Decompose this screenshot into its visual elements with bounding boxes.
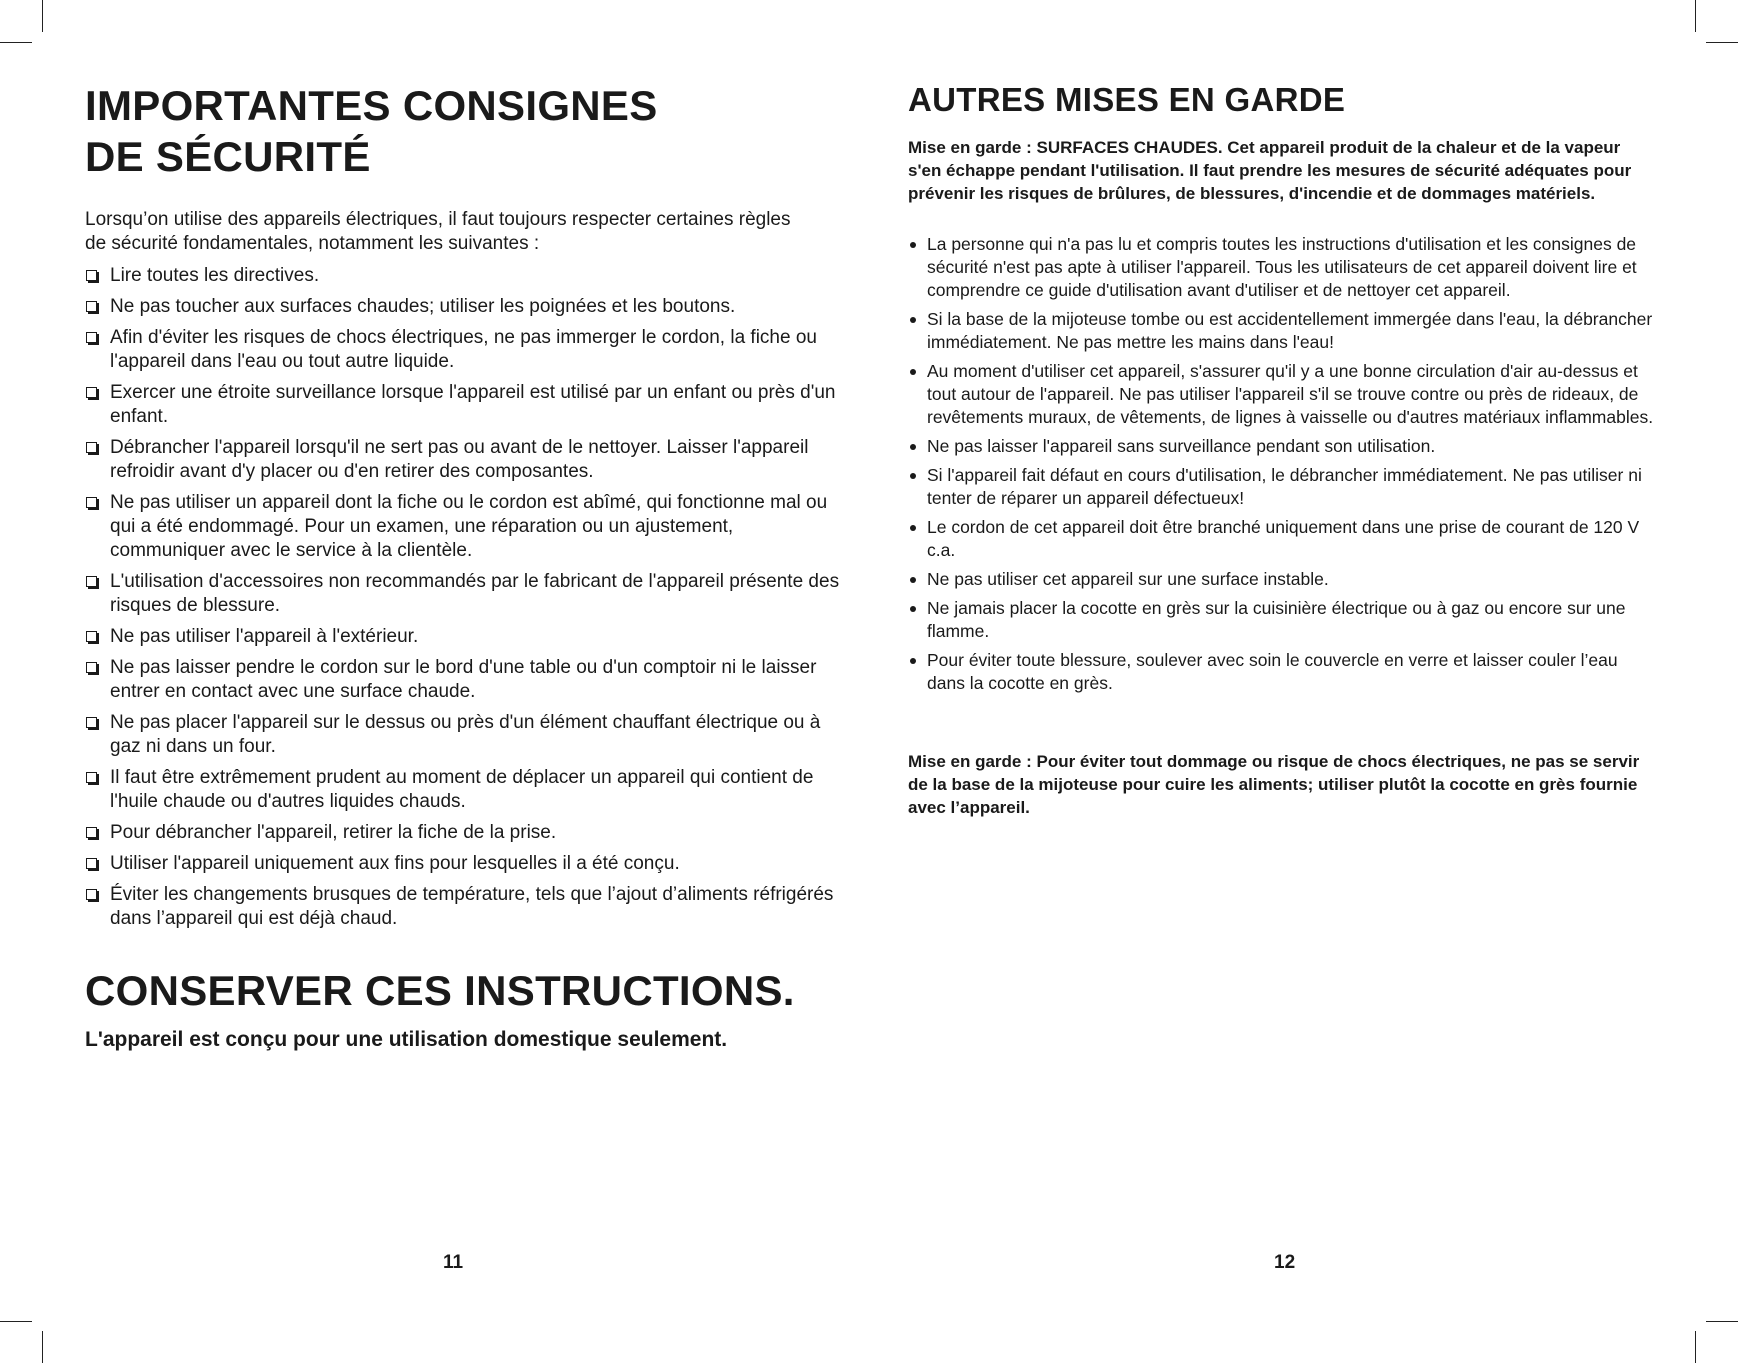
checklist-item-text: Ne pas laisser pendre le cordon sur le bord d'une table ou d'un comptoir ni le laisser entrer en contact avec une surface chaude. — [110, 657, 817, 702]
bullet-icon — [910, 444, 916, 450]
checklist-item — [85, 821, 845, 845]
checklist-item-text: Lire toutes les directives. — [110, 265, 320, 286]
crop-mark-top-right-h — [1706, 42, 1738, 43]
save-instructions-heading: CONSERVER CES INSTRUCTIONS. — [85, 967, 795, 1014]
checklist-item — [85, 570, 845, 618]
warning-item-text: Le cordon de cet appareil doit être branché uniquement dans une prise de courant de 120 V c.a. — [927, 517, 1640, 560]
checklist-item-text: L'utilisation d'accessoires non recommandés par le fabricant de l'appareil présente des risques de blessure. — [110, 571, 840, 616]
checkbox-icon — [86, 662, 97, 673]
page-number-right: 12 — [1274, 1252, 1296, 1273]
checklist-item-text: Débrancher l'appareil lorsqu'il ne sert pas ou avant de le nettoyer. Laisser l'appareil refroidir avant d'y placer ou d'en retirer des composantes. — [110, 437, 809, 482]
checklist-item-text: Ne pas utiliser l'appareil à l'extérieur. — [110, 626, 419, 647]
checklist-item — [85, 852, 845, 876]
checkbox-icon — [86, 631, 97, 642]
crop-mark-top-left-h — [0, 42, 32, 43]
checklist-item-text: Ne pas utiliser un appareil dont la fiche ou le cordon est abîmé, qui fonctionne mal ou qui a été endommagé. Pour un examen, une réparation ou un ajustement, communiquer avec le service à la clientèle. — [110, 492, 828, 561]
crop-mark-top-left-v — [42, 0, 43, 32]
page-title-line: DE SÉCURITÉ — [85, 133, 371, 180]
checklist-item-text: Exercer une étroite surveillance lorsque l'appareil est utilisé par un enfant ou près d'un enfant. — [110, 382, 836, 427]
intro-paragraph: Lorsqu’on utilise des appareils électriques, il faut toujours respecter certaines règles de sécurité fondamentales, notamment les suivantes : — [85, 209, 791, 254]
checklist-item-text: Ne pas toucher aux surfaces chaudes; utiliser les poignées et les boutons. — [110, 296, 736, 317]
warning-item-text: Ne jamais placer la cocotte en grès sur la cuisinière électrique ou à gaz ou encore sur une flamme. — [927, 598, 1626, 641]
checklist-item — [85, 381, 845, 429]
warning-item — [908, 435, 1658, 458]
checklist-item — [85, 491, 845, 563]
bullet-icon — [910, 577, 916, 583]
checklist-item — [85, 766, 845, 814]
warning-item-text: Pour éviter toute blessure, soulever avec soin le couvercle en verre et laisser couler l’eau dans la cocotte en grès. — [927, 650, 1618, 693]
crop-mark-bottom-left-v — [42, 1331, 43, 1363]
checkbox-icon — [86, 576, 97, 587]
checkbox-icon — [86, 772, 97, 783]
checklist-item-text: Ne pas placer l'appareil sur le dessus ou près d'un élément chauffant électrique ou à gaz ni dans un four. — [110, 712, 821, 757]
other-warnings-heading: AUTRES MISES EN GARDE — [908, 81, 1346, 118]
warning-item — [908, 516, 1658, 562]
checklist-item — [85, 711, 845, 759]
electric-shock-warning: Mise en garde : Pour éviter tout dommage ou risque de chocs électriques, ne pas se servir de la base de la mijoteuse pour cuire les aliments; utiliser plutôt la cocotte en grès fournie avec l’appareil. — [908, 752, 1640, 817]
checkbox-icon — [86, 717, 97, 728]
warning-item — [908, 568, 1658, 591]
bullet-icon — [910, 317, 916, 323]
crop-mark-bottom-left-h — [0, 1321, 32, 1322]
checkbox-icon — [86, 270, 97, 281]
crop-mark-bottom-right-h — [1706, 1321, 1738, 1322]
checkbox-icon — [86, 442, 97, 453]
bullet-icon — [910, 606, 916, 612]
checkbox-icon — [86, 858, 97, 869]
safety-checklist — [85, 264, 845, 938]
warning-item-text: Ne pas utiliser cet appareil sur une surface instable. — [927, 569, 1329, 589]
bullet-icon — [910, 242, 916, 248]
checklist-item-text: Afin d'éviter les risques de chocs électriques, ne pas immerger le cordon, la fiche ou l'appareil dans l'eau ou tout autre liquide. — [110, 327, 817, 372]
checklist-item-text: Éviter les changements brusques de température, tels que l’ajout d’aliments réfrigérés dans l’appareil qui est déjà chaud. — [110, 884, 834, 929]
warning-item — [908, 233, 1658, 302]
bullet-icon — [910, 525, 916, 531]
checkbox-icon — [86, 387, 97, 398]
page-title — [85, 80, 658, 182]
warning-item — [908, 360, 1658, 429]
checkbox-icon — [86, 497, 97, 508]
checklist-item — [85, 656, 845, 704]
checklist-item — [85, 436, 845, 484]
warning-item-text: Ne pas laisser l'appareil sans surveillance pendant son utilisation. — [927, 436, 1436, 456]
checkbox-icon — [86, 301, 97, 312]
crop-mark-bottom-right-v — [1695, 1331, 1696, 1363]
crop-mark-top-right-v — [1695, 0, 1696, 32]
checkbox-icon — [86, 827, 97, 838]
hot-surfaces-warning: Mise en garde : SURFACES CHAUDES. Cet appareil produit de la chaleur et de la vapeur s'en échappe pendant l'utilisation. Il faut prendre les mesures de sécurité adéquates pour prévenir les risques de brûlures, de blessures, d'incendie et de dommages matériels. — [908, 138, 1632, 203]
checklist-item-text: Il faut être extrêmement prudent au moment de déplacer un appareil qui contient de l'huile chaude ou d'autres liquides chauds. — [110, 767, 814, 812]
warnings-list — [908, 233, 1658, 701]
domestic-use-note: L'appareil est conçu pour une utilisation domestique seulement. — [85, 1028, 728, 1051]
checklist-item — [85, 295, 845, 319]
checklist-item — [85, 264, 845, 288]
checklist-item — [85, 326, 845, 374]
checklist-item — [85, 883, 845, 931]
warning-item — [908, 649, 1658, 695]
warning-item-text: Si l'appareil fait défaut en cours d'utilisation, le débrancher immédiatement. Ne pas utiliser ni tenter de réparer un appareil défectueux! — [927, 465, 1642, 508]
checkbox-icon — [86, 332, 97, 343]
page-number-left: 11 — [443, 1252, 464, 1273]
checkbox-icon — [86, 889, 97, 900]
bullet-icon — [910, 658, 916, 664]
warning-item — [908, 308, 1658, 354]
page-title-line: IMPORTANTES CONSIGNES — [85, 82, 658, 129]
warning-item-text: Si la base de la mijoteuse tombe ou est accidentellement immergée dans l'eau, la débrancher immédiatement. Ne pas mettre les mains dans l'eau! — [927, 309, 1653, 352]
warning-item — [908, 464, 1658, 510]
bullet-icon — [910, 473, 916, 479]
bullet-icon — [910, 369, 916, 375]
checklist-item — [85, 625, 845, 649]
checklist-item-text: Utiliser l'appareil uniquement aux fins pour lesquelles il a été conçu. — [110, 853, 680, 874]
warning-item-text: Au moment d'utiliser cet appareil, s'assurer qu'il y a une bonne circulation d'air au-dessus et tout autour de l'appareil. Ne pas utiliser l'appareil s'il se trouve contre ou près de rideaux, de revêtements muraux, de vêtements, de lignes à vaisselle ou d'autres matériaux inflammables. — [927, 361, 1654, 427]
checklist-item-text: Pour débrancher l'appareil, retirer la fiche de la prise. — [110, 822, 557, 843]
warning-item-text: La personne qui n'a pas lu et compris toutes les instructions d'utilisation et les consignes de sécurité n'est pas apte à utiliser l'appareil. Tous les utilisateurs de cet appareil doivent lire et comprendre ce guide d'utilisation avant d'utiliser et de nettoyer cet appareil. — [927, 234, 1637, 300]
warning-item — [908, 597, 1658, 643]
